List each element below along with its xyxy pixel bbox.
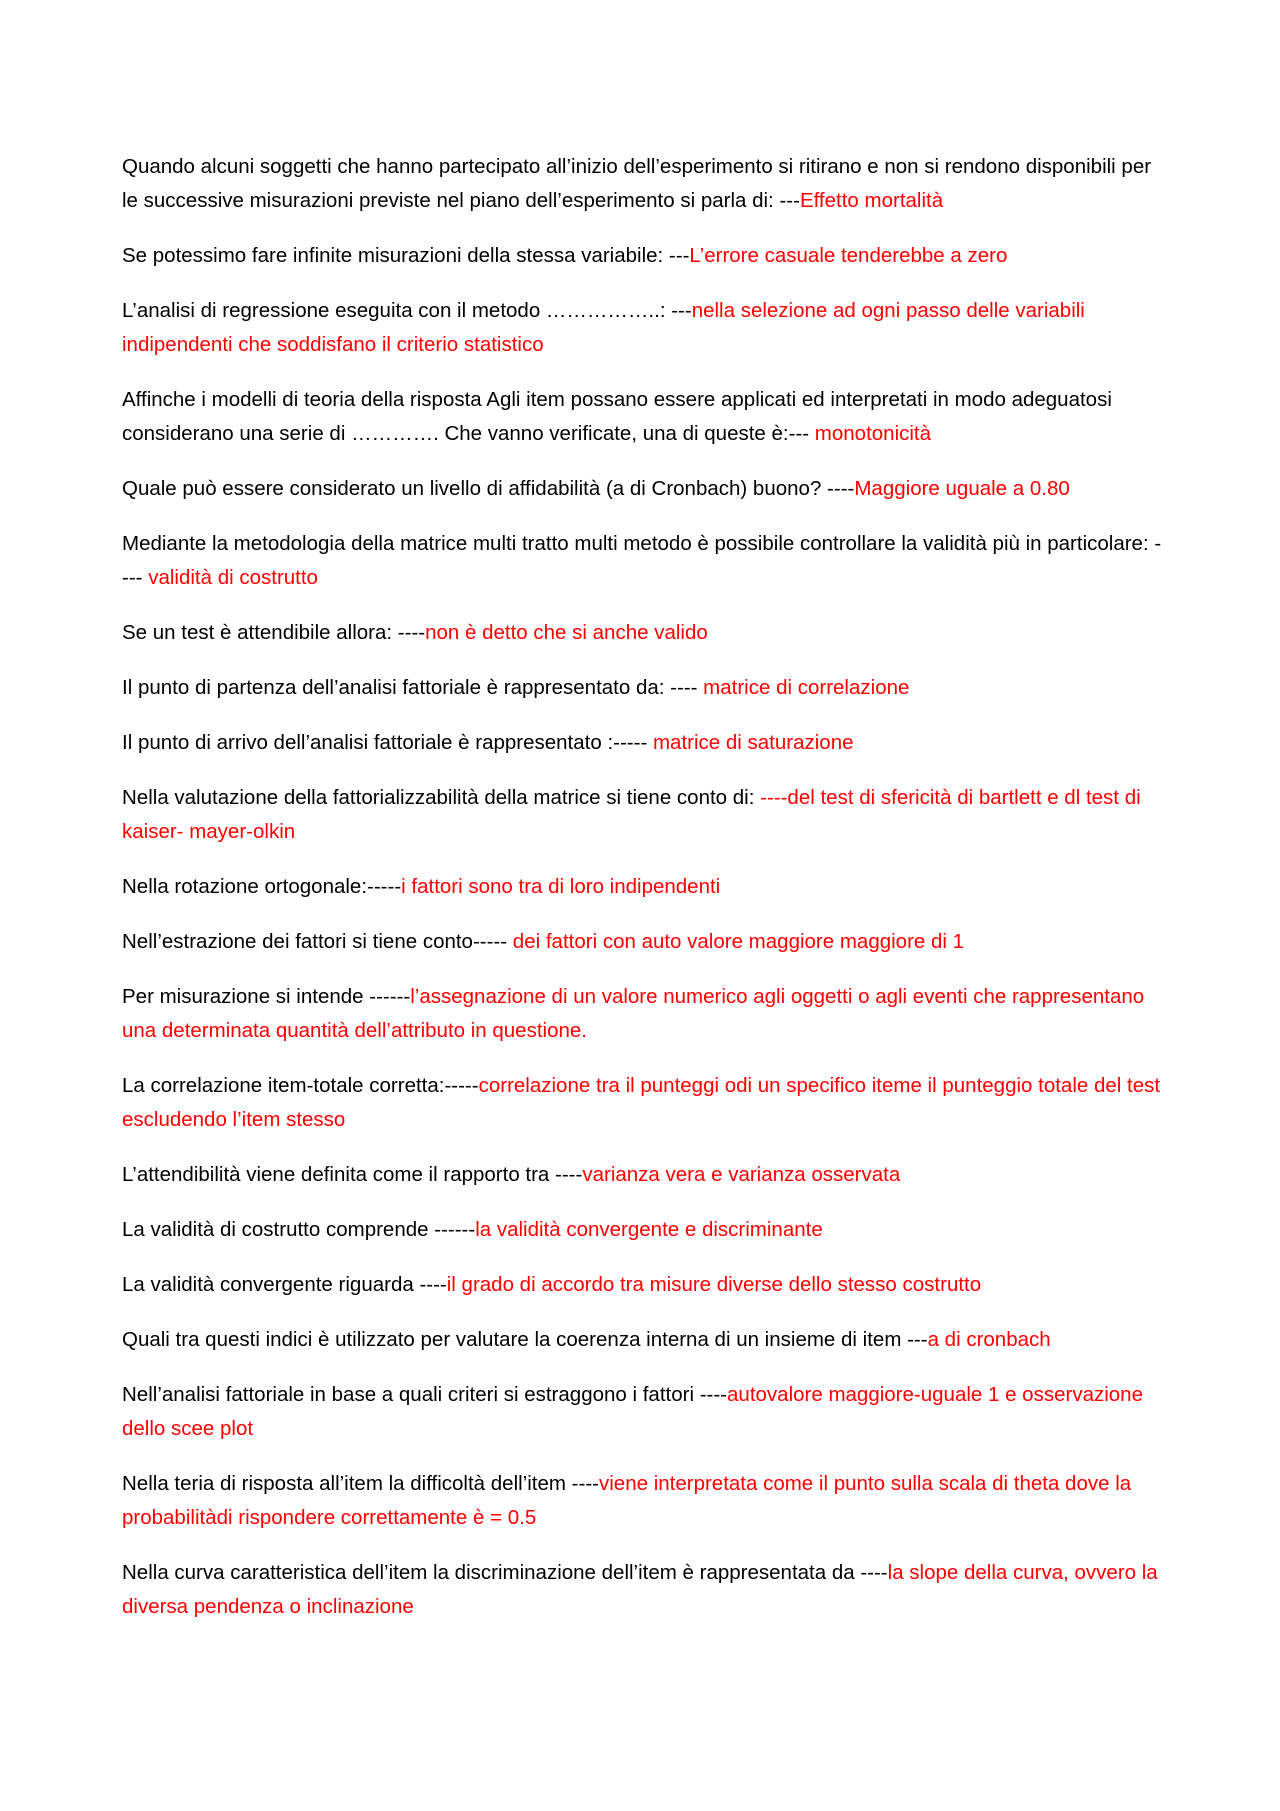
answer-text: monotonicità xyxy=(814,422,932,445)
question-text: Se un test è attendibile allora: ---- xyxy=(122,621,426,644)
qa-item-4 xyxy=(122,383,1167,451)
qa-item-16 xyxy=(122,1213,1167,1247)
qa-item-13 xyxy=(122,980,1167,1048)
qa-item-1 xyxy=(122,150,1167,218)
answer-text: il grado di accordo tra misure diverse dello stesso costrutto xyxy=(446,1273,982,1296)
qa-item-9 xyxy=(122,726,1167,760)
qa-item-20 xyxy=(122,1467,1167,1535)
qa-item-18 xyxy=(122,1323,1167,1357)
qa-item-5 xyxy=(122,472,1167,506)
question-text: Quando alcuni soggetti che hanno partecipato all’inizio dell’esperimento si ritirano e non si rendono disponibili per le successive misurazioni previste nel piano dell’esperimento si parla di: --- xyxy=(122,155,1152,212)
answer-text: matrice di saturazione xyxy=(652,731,854,754)
question-text: La correlazione item-totale corretta:----- xyxy=(122,1074,479,1097)
answer-text: i fattori sono tra di loro indipendenti xyxy=(401,875,721,898)
qa-item-21 xyxy=(122,1556,1167,1624)
question-text: Nella teria di risposta all’item la difficoltà dell’item ---- xyxy=(122,1472,599,1495)
answer-text: varianza vera e varianza osservata xyxy=(582,1163,901,1186)
answer-text: la validità convergente e discriminante xyxy=(475,1218,823,1241)
answer-text: Maggiore uguale a 0.80 xyxy=(854,477,1070,500)
answer-text: la slope della curva, ovvero la diversa pendenza o inclinazione xyxy=(122,1561,1158,1618)
qa-item-19 xyxy=(122,1378,1167,1446)
answer-text: validità di costrutto xyxy=(148,566,318,589)
question-text: L’attendibilità viene definita come il rapporto tra ---- xyxy=(122,1163,583,1186)
qa-item-6 xyxy=(122,527,1167,595)
qa-item-11 xyxy=(122,870,1167,904)
question-text: L’analisi di regressione eseguita con il metodo ……………..: --- xyxy=(122,299,692,322)
qa-item-17 xyxy=(122,1268,1167,1302)
qa-item-3 xyxy=(122,294,1167,362)
qa-item-8 xyxy=(122,671,1167,705)
answer-text: viene interpretata come il punto sulla scala di theta dove la probabilitàdi rispondere correttamente è = 0.5 xyxy=(122,1472,1132,1529)
question-text: Nella curva caratteristica dell’item la discriminazione dell’item è rappresentata da ---- xyxy=(122,1561,888,1584)
answer-text: L’errore casuale tenderebbe a zero xyxy=(689,244,1008,267)
question-text: Quale può essere considerato un livello di affidabilità (a di Cronbach) buono? ---- xyxy=(122,477,855,500)
question-text: Il punto di arrivo dell’analisi fattoriale è rappresentato :----- xyxy=(122,731,653,754)
qa-item-14 xyxy=(122,1069,1167,1137)
answer-text: dei fattori con auto valore maggiore maggiore di 1 xyxy=(512,930,965,953)
answer-text: l’assegnazione di un valore numerico agli oggetti o agli eventi che rappresentano una determinata quantità dell’attributo in questione. xyxy=(122,985,1145,1042)
question-text: Se potessimo fare infinite misurazioni della stessa variabile: --- xyxy=(122,244,690,267)
qa-item-12 xyxy=(122,925,1167,959)
question-text: Quali tra questi indici è utilizzato per valutare la coerenza interna di un insieme di item --- xyxy=(122,1328,928,1351)
answer-text: correlazione tra il punteggi odi un specifico iteme il punteggio totale del test escludendo l’item stesso xyxy=(122,1074,1161,1131)
qa-item-15 xyxy=(122,1158,1167,1192)
answer-text: autovalore maggiore-uguale 1 e osservazione dello scee plot xyxy=(122,1383,1143,1440)
qa-item-10 xyxy=(122,781,1167,849)
qa-item-2 xyxy=(122,239,1167,273)
answer-text: nella selezione ad ogni passo delle variabili indipendenti che soddisfano il criterio statistico xyxy=(122,299,1085,356)
question-text: Nell’estrazione dei fattori si tiene conto----- xyxy=(122,930,513,953)
question-text: Nella valutazione della fattorializzabilità della matrice si tiene conto di: xyxy=(122,786,761,809)
answer-text: Effetto mortalità xyxy=(799,189,944,212)
question-text: Nell’analisi fattoriale in base a quali criteri si estraggono i fattori ---- xyxy=(122,1383,728,1406)
question-text: Nella rotazione ortogonale:----- xyxy=(122,875,402,898)
document-page xyxy=(122,150,1167,1645)
question-text: Mediante la metodologia della matrice multi tratto multi metodo è possibile controllare la validità più in particolare: ---- xyxy=(122,532,1162,589)
question-text: Per misurazione si intende ------ xyxy=(122,985,411,1008)
answer-text: ----del test di sfericità di bartlett e dl test di kaiser- mayer-olkin xyxy=(122,786,1141,843)
question-text: La validità convergente riguarda ---- xyxy=(122,1273,447,1296)
question-text: La validità di costrutto comprende ------ xyxy=(122,1218,476,1241)
answer-text: matrice di correlazione xyxy=(703,676,910,699)
question-text: Affinche i modelli di teoria della risposta Agli item possano essere applicati ed interpretati in modo adeguatosi considerano una serie di …………. Che vanno verificate, una di queste è:--- xyxy=(122,388,1112,445)
answer-text: a di cronbach xyxy=(927,1328,1051,1351)
answer-text: non è detto che si anche valido xyxy=(425,621,708,644)
question-text: Il punto di partenza dell’analisi fattoriale è rappresentato da: ---- xyxy=(122,676,704,699)
qa-item-7 xyxy=(122,616,1167,650)
